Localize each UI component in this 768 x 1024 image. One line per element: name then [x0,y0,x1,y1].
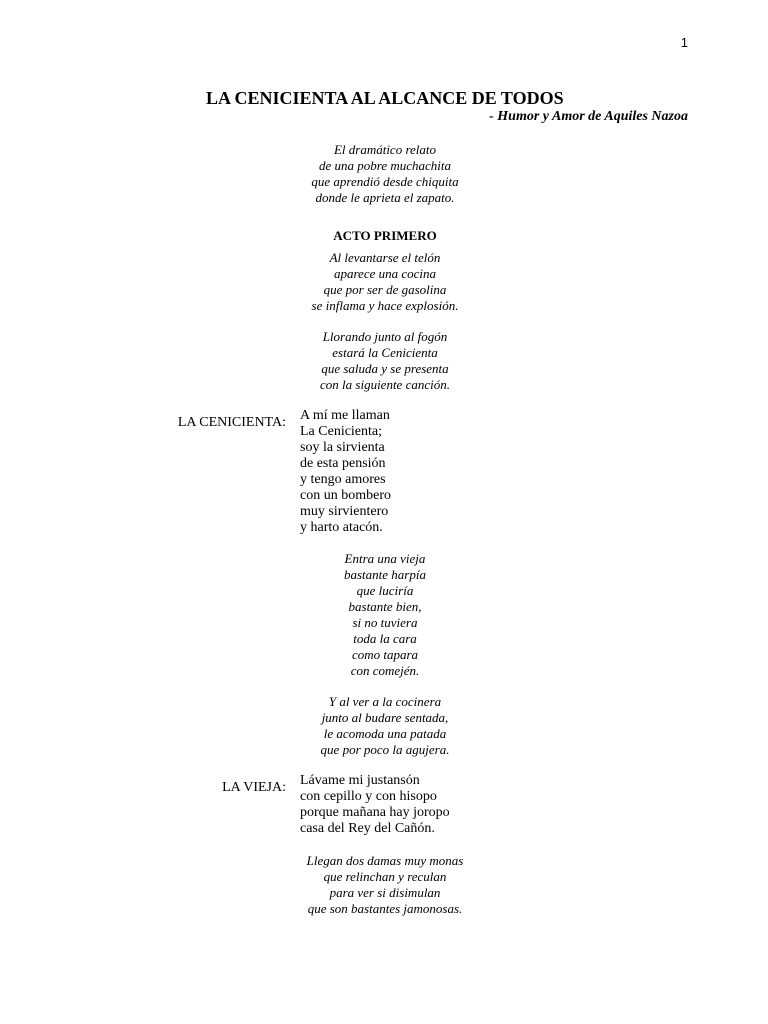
stanza-line: como tapara [351,647,419,662]
stanza-line: Y al ver a la cocinera [328,694,442,709]
stanza-line: se inflama y hace explosión. [311,298,459,313]
intro-stanza [240,142,530,206]
stanza-line: para ver si disimulan [329,885,441,900]
document-title: LA CENICIENTA AL ALCANCE DE TODOS [206,88,564,108]
verse-la-vieja [300,773,450,837]
stage-direction-1 [240,250,530,314]
verse-line: porque mañana hay joropo [300,805,450,820]
stanza-line: donde le aprieta el zapato. [315,190,455,205]
stanza-line: con la siguiente canción. [320,377,450,392]
verse-line: con un bombero [300,488,391,503]
stanza-line: le acomoda una patada [323,726,447,741]
stanza-line: estará la Cenicienta [332,345,438,360]
verse-line: con cepillo y con hisopo [300,789,437,804]
stanza-line: que por ser de gasolina [323,282,447,297]
speaker-la-cenicienta: LA CENICIENTA: [177,415,286,430]
act-heading: ACTO PRIMERO [333,228,437,243]
stanza-line: de una pobre muchachita [318,158,452,173]
verse-line: casa del Rey del Cañón. [300,821,435,836]
verse-line: de esta pensión [300,456,386,471]
stanza-line: bastante harpía [344,567,426,582]
stanza-line: que luciría [356,583,414,598]
stanza-line: Llegan dos damas muy monas [306,853,464,868]
verse-line: y tengo amores [300,472,386,487]
verse-line: La Cenicienta; [300,424,383,439]
verse-line: Lávame mi justansón [300,773,420,788]
verse-line: soy la sirvienta [300,440,385,455]
stanza-line: Entra una vieja [344,551,426,566]
stanza-line: Al levantarse el telón [329,250,441,265]
stanza-line: que relinchan y reculan [323,869,447,884]
stanza-line: bastante bien, [348,599,422,614]
stanza-line: que por poco la agujera. [320,742,450,757]
page-number: 1 [680,35,688,50]
stanza-line: que son bastantes jamonosas. [307,901,463,916]
stanza-line: junto al budare sentada, [321,710,449,725]
stanza-line: Llorando junto al fogón [322,329,448,344]
stage-direction-5 [240,853,530,917]
stage-direction-3 [240,551,530,679]
stage-direction-4 [240,694,530,758]
verse-line: A mí me llaman [300,408,390,423]
stage-direction-2 [240,329,530,393]
verse-line: y harto atacón. [300,520,383,535]
stanza-line: aparece una cocina [333,266,437,281]
stanza-line: con comején. [350,663,420,678]
stanza-line: que aprendió desde chiquita [311,174,459,189]
stanza-line: que saluda y se presenta [321,361,449,376]
verse-la-cenicienta [300,408,391,536]
verse-line: muy sirvientero [300,504,389,519]
stanza-line: si no tuviera [352,615,418,630]
document-subtitle: - Humor y Amor de Aquiles Nazoa [489,109,688,124]
stanza-line: El dramático relato [333,142,437,157]
stanza-line: toda la cara [353,631,417,646]
speaker-la-vieja: LA VIEJA: [222,780,286,795]
